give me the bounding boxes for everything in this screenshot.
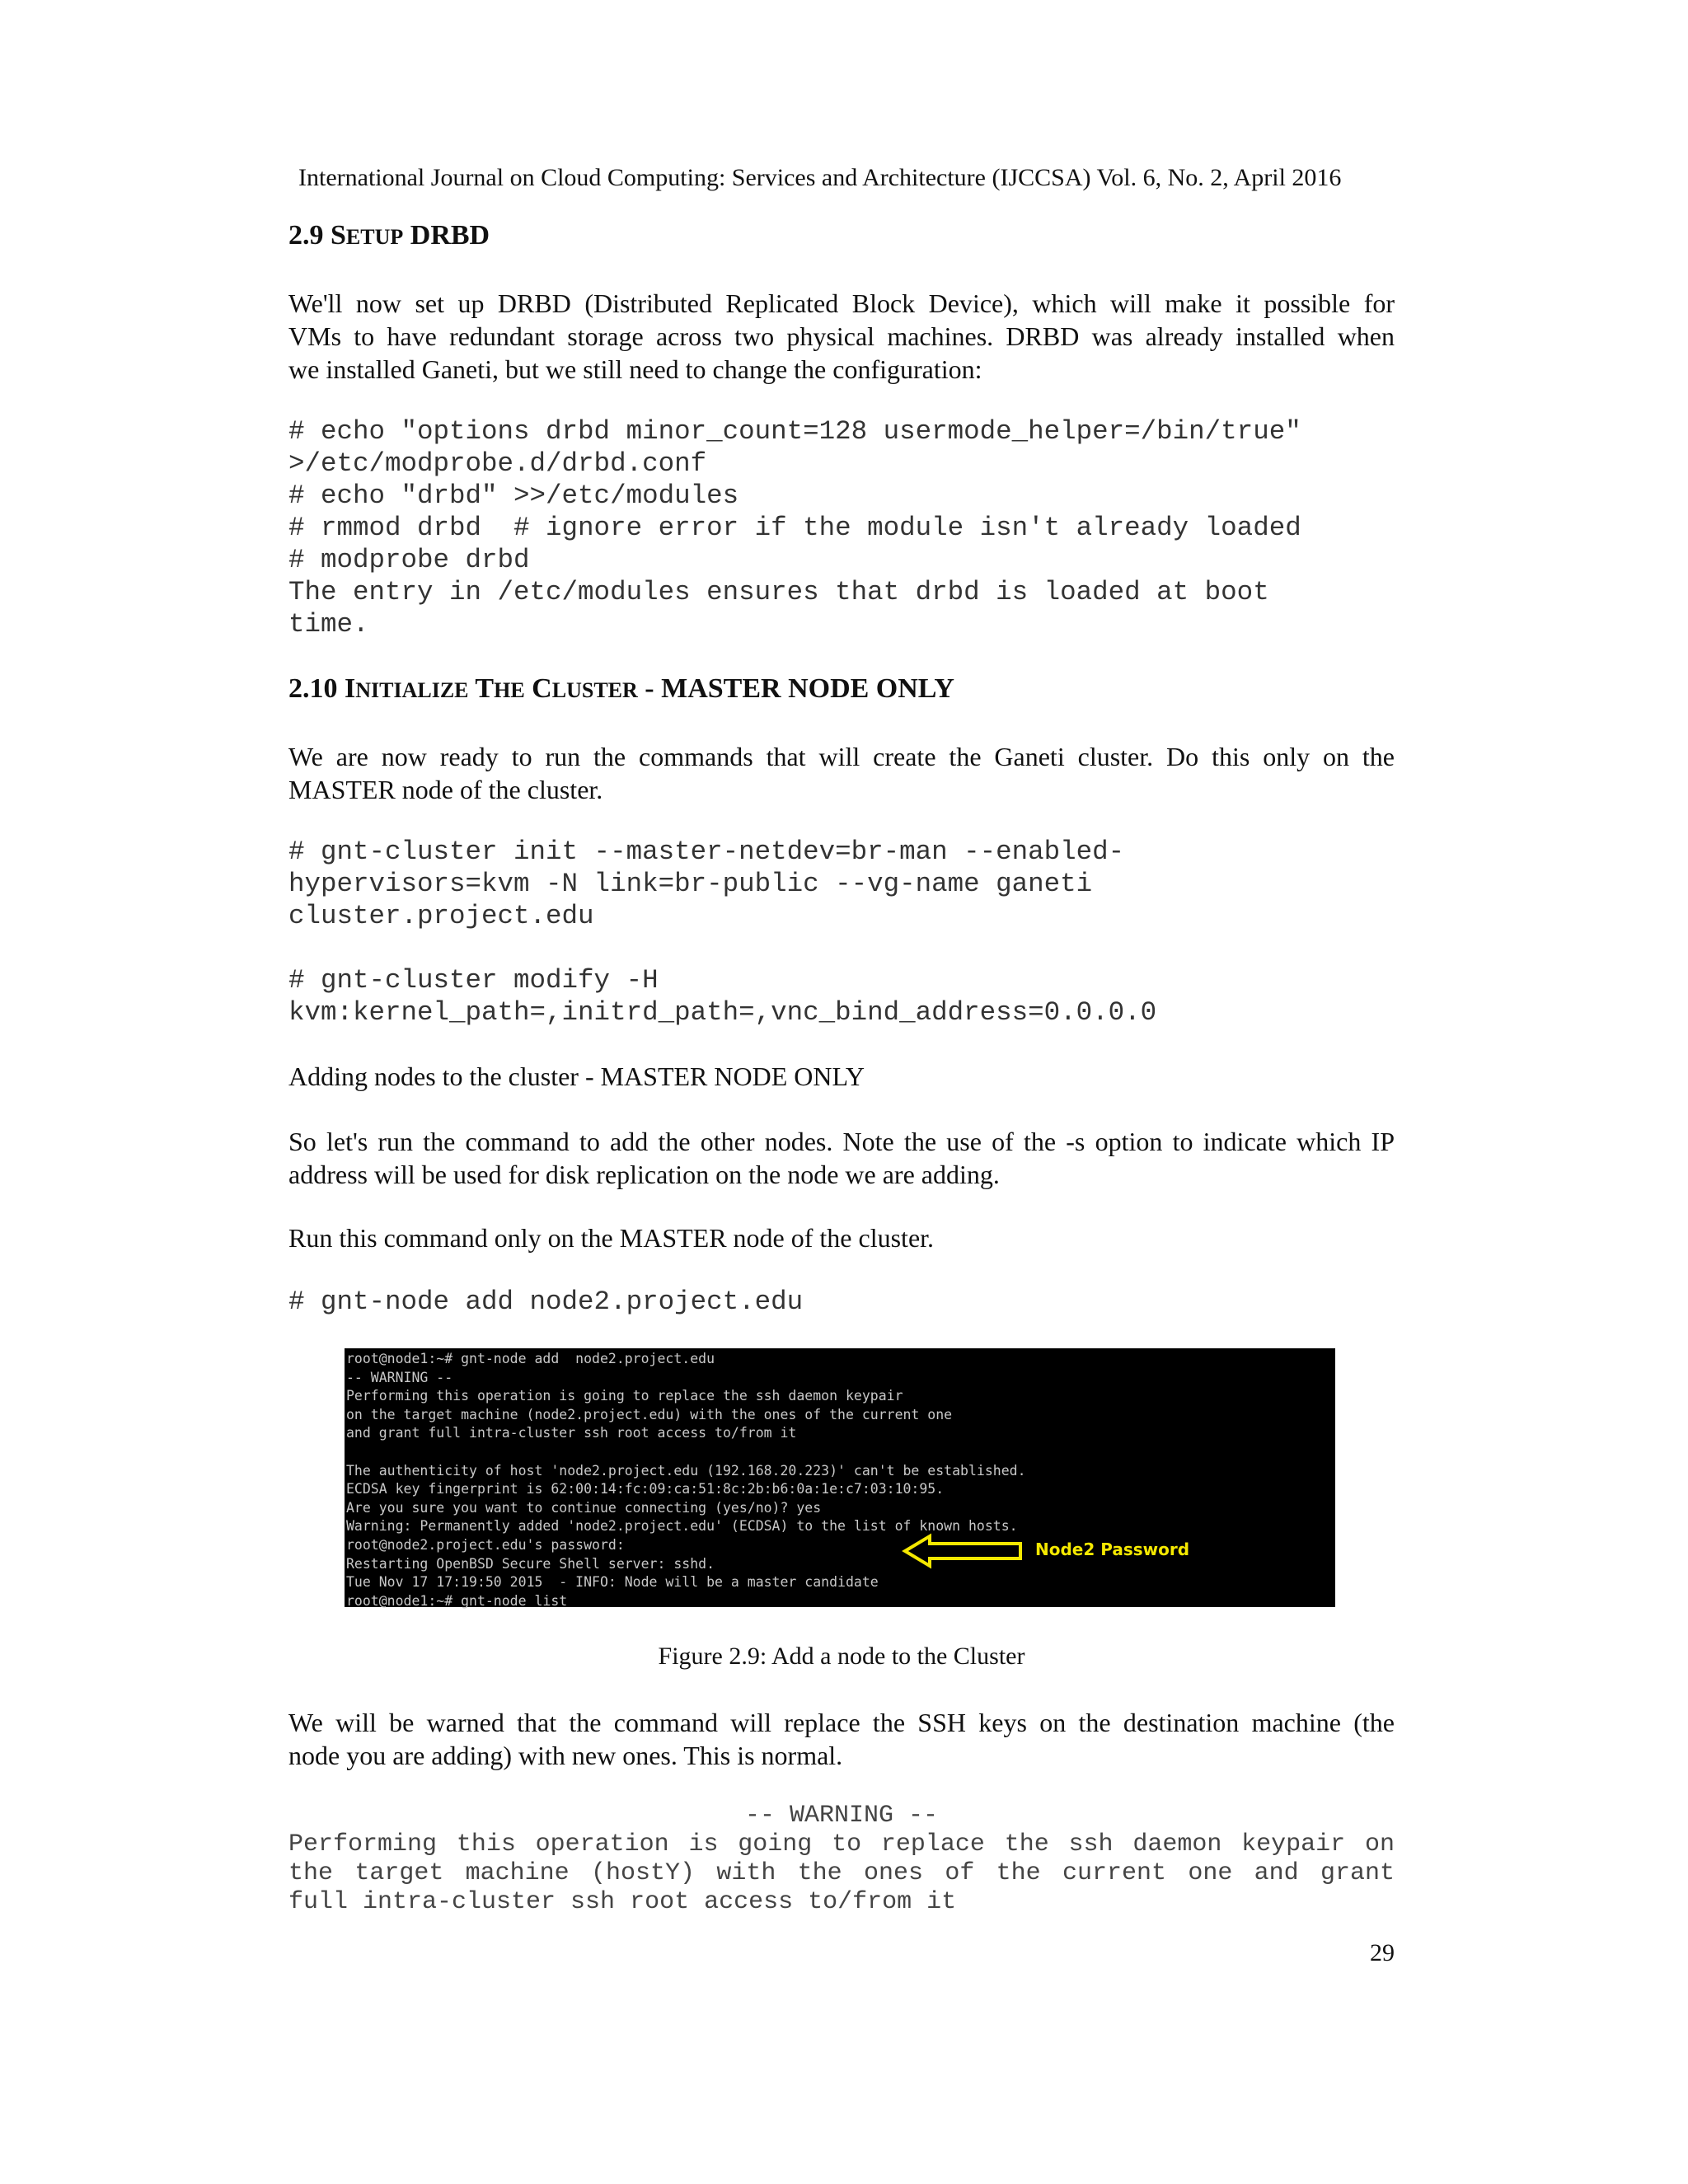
terminal-line: -- WARNING -- xyxy=(346,1369,453,1385)
paragraph-warned xyxy=(288,1706,1395,1772)
terminal-line: Tue Nov 17 17:19:50 2015 - INFO: Node will be a master candidate xyxy=(346,1574,879,1591)
code-line: # echo "options drbd minor_count=128 usermode_helper=/bin/true" xyxy=(288,416,1301,447)
heading-cap: I xyxy=(345,673,356,704)
code-block-node-add xyxy=(288,1286,1395,1318)
heading-cap: T xyxy=(475,673,495,704)
paragraph-line: We'll now set up DRBD (Distributed Replicated Block Device), which will make it possible for xyxy=(288,288,1395,318)
code-line: full intra-cluster ssh root access to/from it xyxy=(288,1888,957,1916)
code-line: # echo "drbd" >>/etc/modules xyxy=(288,480,739,511)
arrow-left-icon xyxy=(902,1533,1025,1569)
running-head: International Journal on Cloud Computing: Services and Architecture (IJCCSA) Vol. 6, No. 2, April 2016 xyxy=(298,164,1342,191)
code-line: cluster.project.edu xyxy=(288,901,594,931)
code-line: # gnt-node add node2.project.edu xyxy=(288,1286,804,1317)
subheading-adding-nodes xyxy=(288,1060,1395,1093)
heading-rest: DRBD xyxy=(410,220,490,251)
heading-number: 2.10 xyxy=(288,673,338,704)
heading-smallcaps: NITIALIZE xyxy=(355,678,469,702)
code-line: Performing this operation is going to replace the ssh daemon keypair on xyxy=(288,1830,1395,1858)
annotation-label: Node2 Password xyxy=(1035,1540,1190,1559)
code-block-cluster-modify xyxy=(288,964,1395,1029)
code-block-warning xyxy=(288,1802,1395,1917)
paragraph-line: Run this command only on the MASTER node of the cluster. xyxy=(288,1223,935,1253)
code-block-drbd xyxy=(288,415,1395,640)
page-number: 29 xyxy=(1370,1939,1395,1966)
code-line: # gnt-cluster init --master-netdev=br-man --enabled- xyxy=(288,837,1125,867)
heading-smallcaps: LUSTER xyxy=(551,678,638,702)
paragraph-line: we installed Ganeti, but we still need to change the configuration: xyxy=(288,354,982,384)
code-line: >/etc/modprobe.d/drbd.conf xyxy=(288,448,707,479)
code-line: hypervisors=kvm -N link=br-public --vg-name ganeti xyxy=(288,869,1093,899)
paragraph-drbd-intro xyxy=(288,287,1395,386)
paragraph-line: We are now ready to run the commands that will create the Ganeti cluster. Do this only on the xyxy=(288,742,1395,771)
paragraph-line: VMs to have redundant storage across two physical machines. DRBD was already installed when xyxy=(288,321,1395,351)
paragraph-cluster-intro xyxy=(288,740,1395,806)
terminal-line: on the target machine (node2.project.edu) with the ones of the current one xyxy=(346,1406,953,1422)
terminal-line: Restarting OpenBSD Secure Shell server: sshd. xyxy=(346,1555,715,1572)
paragraph-line: address will be used for disk replication on the node we are adding. xyxy=(288,1160,1000,1189)
heading-cap: S xyxy=(331,220,346,251)
section-heading-2-10 xyxy=(288,671,954,709)
terminal-screenshot xyxy=(345,1348,1335,1607)
terminal-line: Are you sure you want to continue connecting (yes/no)? yes xyxy=(346,1499,822,1516)
code-line: # gnt-cluster modify -H xyxy=(288,965,659,996)
terminal-line: Performing this operation is going to replace the ssh daemon keypair xyxy=(346,1388,903,1404)
terminal-line: The authenticity of host 'node2.project.edu (192.168.20.223)' can't be established. xyxy=(346,1462,1026,1479)
code-line: time. xyxy=(288,609,369,640)
terminal-line: root@node1:~# gnt-node add node2.project.edu xyxy=(346,1351,715,1366)
paragraph-line: node you are adding) with new ones. This is normal. xyxy=(288,1741,843,1770)
heading-number: 2.9 xyxy=(288,220,324,251)
code-line: the target machine (hostY) with the ones of the current one and grant xyxy=(288,1859,1395,1887)
paragraph-line: MASTER node of the cluster. xyxy=(288,775,603,804)
terminal-line: Warning: Permanently added 'node2.project.edu' (ECDSA) to the list of known hosts. xyxy=(346,1518,1018,1535)
terminal-line: ECDSA key fingerprint is 62:00:14:fc:09:ca:51:8c:2b:b6:0a:1e:c7:03:10:95. xyxy=(346,1481,945,1497)
terminal-line: and grant full intra-cluster ssh root access to/from it xyxy=(346,1425,797,1441)
code-line: # rmmod drbd # ignore error if the module isn't already loaded xyxy=(288,513,1301,543)
heading-smallcaps: HE xyxy=(494,678,525,702)
figure-caption: Figure 2.9: Add a node to the Cluster xyxy=(658,1643,1025,1670)
paragraph-add-nodes xyxy=(288,1125,1395,1191)
paragraph-line: So let's run the command to add the other nodes. Note the use of the -s option to indicate which IP xyxy=(288,1127,1395,1156)
heading-cap: C xyxy=(532,673,552,704)
terminal-line: root@node1:~# gnt-node list xyxy=(346,1592,568,1609)
terminal-line: root@node2.project.edu's password: xyxy=(346,1537,625,1553)
section-heading-2-9 xyxy=(288,218,490,255)
code-line: kvm:kernel_path=,initrd_path=,vnc_bind_address=0.0.0.0 xyxy=(288,997,1157,1028)
paragraph-line: Adding nodes to the cluster - MASTER NODE ONLY xyxy=(288,1062,865,1091)
paragraph-line: We will be warned that the command will replace the SSH keys on the destination machine (the xyxy=(288,1708,1395,1737)
heading-smallcaps: ETUP xyxy=(345,225,404,249)
code-line: The entry in /etc/modules ensures that drbd is loaded at boot xyxy=(288,577,1269,607)
code-line: # modprobe drbd xyxy=(288,545,530,575)
paragraph-run-only xyxy=(288,1221,1395,1254)
heading-rest: - MASTER NODE ONLY xyxy=(645,673,954,704)
warning-title: -- WARNING -- xyxy=(744,1802,939,1830)
code-block-cluster-init xyxy=(288,836,1395,932)
